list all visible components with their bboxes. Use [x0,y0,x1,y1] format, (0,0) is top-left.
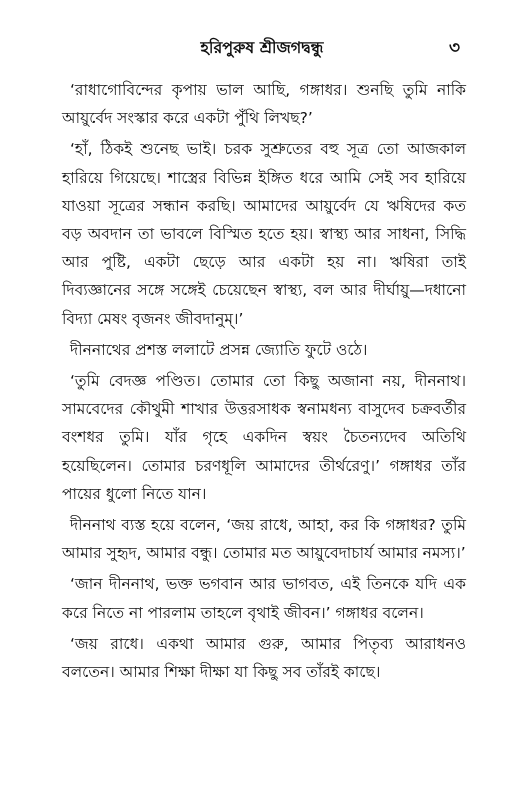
paragraph: দীননাথের প্রশস্ত ললাটে প্রসন্ন জ্যোতি ফুটে ওঠে। [70,340,368,359]
running-title: হরিপুরুষ শ্রীজগদ্বন্ধু [200,38,324,57]
paragraph: দীননাথ ব্যস্ত হয়ে বলেন, ‘জয় রাধে, আহা, কর কি গঙ্গাধর? তুমি আমার সুহৃদ, আমার বন্ধু। তোমার মত আয়ুবেদাচার্য আমার নমস্য।’ [62,516,466,563]
paragraph: ‘জান দীননাথ, ভক্ত ভগবান আর ভাগবত, এই তিনকে যদি এক করে নিতে না পারলাম তাহলে বৃথাই জীবন।’ গঙ্গাধর বলেন। [62,575,466,622]
paragraph: ‘হাঁ, ঠিকই শুনেছ ভাই। চরক সুশ্রুতের বহু সূত্র তো আজকাল হারিয়ে গিয়েছে। শাস্ত্রের বিভিন্ন ইঙ্গিত ধরে আমি সেই সব হারিয়ে যাওয়া সূত্রের সন্ধান করছি। আমাদের আয়ুর্বেদ যে ঋষিদের কত বড় অবদান তা ভাবলে বিস্মিত হতে হয়। স্বাস্থ্য আর সাধনা, সিদ্ধি আর পুষ্টি, একটা ছেড়ে আর একটা হয় না। ঋষিরা তাই দিব্যজ্ঞানের সঙ্গে সঙ্গেই চেয়েছেন স্বাস্থ্য, বল আর দীর্ঘায়ু—দধানো বিদ্যা মেষং বৃজনং জীবদানুম্।’ [62,140,466,328]
body-text [62,76,466,689]
page-number: ৩ [448,38,460,58]
paragraph: ‘রাধাগোবিন্দের কৃপায় ভাল আছি, গঙ্গাধর। শুনছি তুমি নাকি আয়ুর্বেদ সংস্কার করে একটা পুঁথি লিখছ?’ [62,81,466,128]
paragraph: ‘তুমি বেদজ্ঞ পণ্ডিত। তোমার তো কিছু অজানা নয়, দীননাথ। সামবেদের কৌথুমী শাখার উত্তরসাধক স্বনামধন্য বাসুদেব চক্রবর্তীর বংশধর তুমি। যাঁর গৃহে একদিন স্বয়ং চৈতন্যদেব অতিথি হয়েছিলেন। তোমার চরণধূলি আমাদের তীর্থরেণু।’ গঙ্গাধর তাঁর পায়ের ধুলো নিতে যান। [62,372,466,503]
page-header [0,36,524,60]
paragraph: ‘জয় রাধে। একথা আমার গুরু, আমার পিতৃব্য আরাধনও বলতেন। আমার শিক্ষা দীক্ষা যা কিছু সব তাঁরই কাছে। [62,634,466,682]
